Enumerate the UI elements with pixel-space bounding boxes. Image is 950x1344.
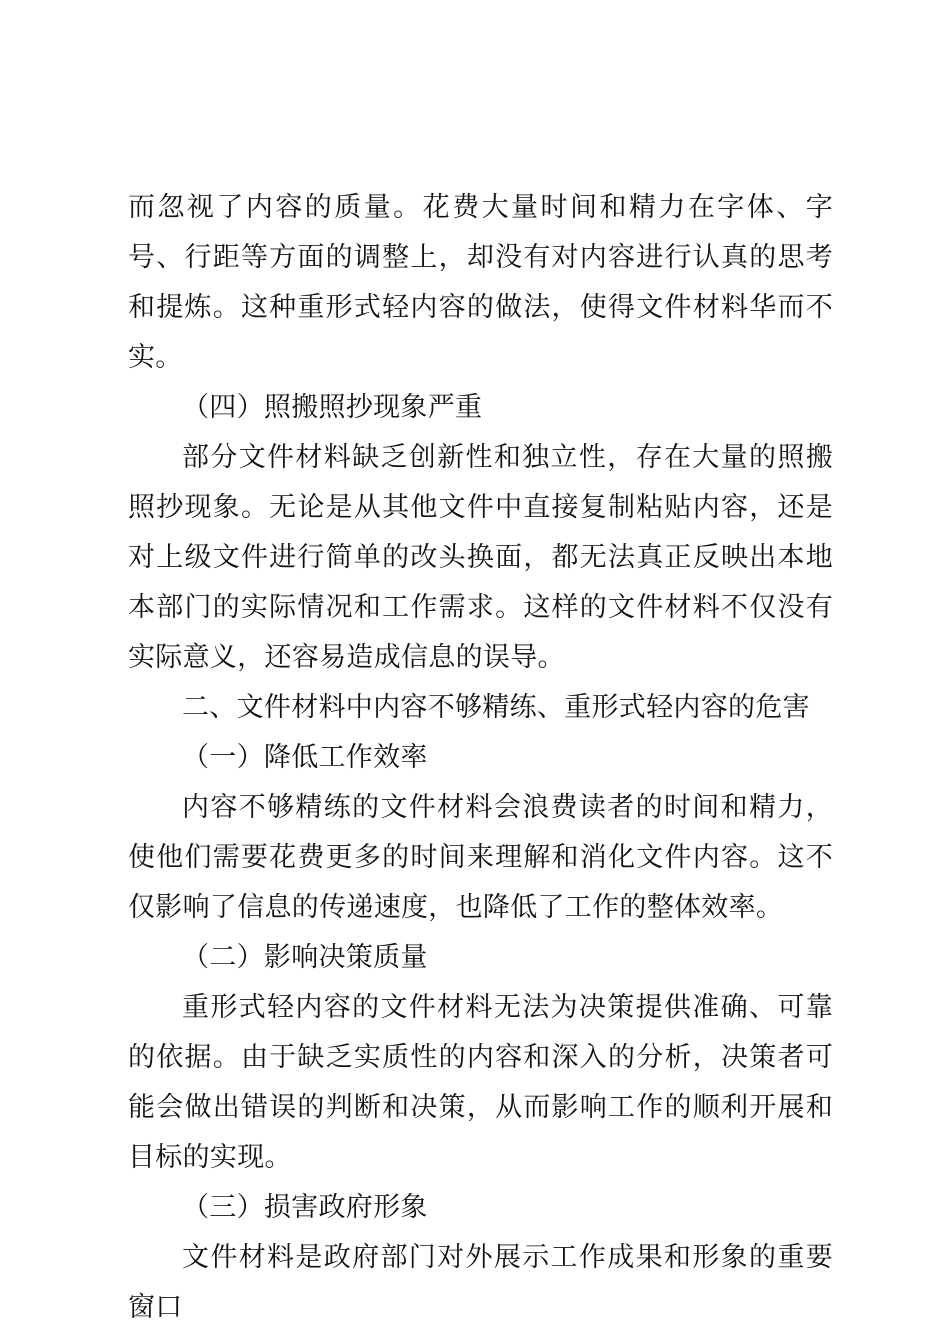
chapter-heading-2: 二、文件材料中内容不够精练、重形式轻内容的危害 xyxy=(182,692,810,723)
document-body xyxy=(128,183,833,1333)
paragraph-copying: 部分文件材料缺乏创新性和独立性，存在大量的照搬照抄现象。无论是从其他文件中直接复制粘贴内容，还是对上级文件进行简单的改头换面，都无法真正反映出本地本部门的实际情况和工作需求。这样的文件材料不仅没有实际意义，还容易造成信息的误导。 xyxy=(128,442,833,673)
section-heading-2: （二）影响决策质量 xyxy=(182,942,428,973)
paragraph-image: 文件材料是政府部门对外展示工作成果和形象的重要窗口 xyxy=(128,1242,833,1323)
section-heading-3: （三）损害政府形象 xyxy=(182,1192,428,1223)
paragraph-efficiency: 内容不够精练的文件材料会浪费读者的时间和精力，使他们需要花费更多的时间来理解和消化文件内容。这不仅影响了信息的传递速度，也降低了工作的整体效率。 xyxy=(128,792,833,923)
section-heading-4: （四）照搬照抄现象严重 xyxy=(182,392,483,423)
paragraph-decision: 重形式轻内容的文件材料无法为决策提供准确、可靠的依据。由于缺乏实质性的内容和深入的分析，决策者可能会做出错误的判断和决策，从而影响工作的顺利开展和目标的实现。 xyxy=(128,992,833,1173)
section-heading-1: （一）降低工作效率 xyxy=(182,742,428,773)
paragraph-continuation: 而忽视了内容的质量。花费大量时间和精力在字体、字号、行距等方面的调整上，却没有对内容进行认真的思考和提炼。这种重形式轻内容的做法，使得文件材料华而不实。 xyxy=(128,192,833,373)
